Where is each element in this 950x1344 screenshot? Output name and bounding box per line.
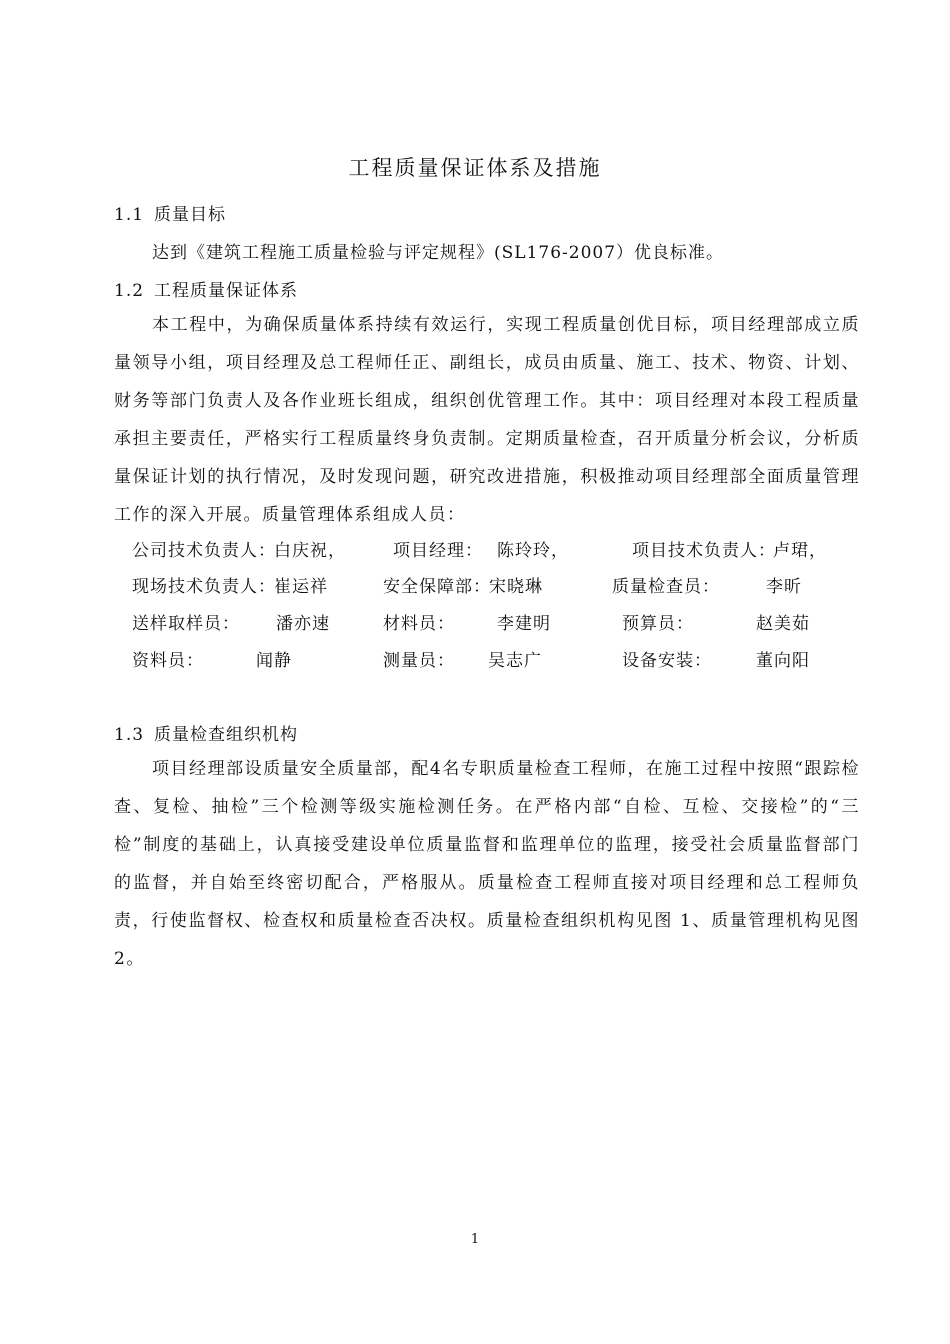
section-number: 1.2 <box>114 281 145 301</box>
staff-name: 吴志广 <box>488 651 542 671</box>
section-heading-1-3 <box>114 720 298 745</box>
staff-name: 闻静 <box>256 651 292 671</box>
section-heading-1-2 <box>114 276 298 301</box>
staff-name: 李建明 <box>497 614 551 634</box>
staff-row <box>0 536 950 560</box>
staff-role-label: 项目经理： <box>393 541 483 561</box>
section-number: 1.3 <box>114 725 145 745</box>
section-number: 1.1 <box>114 205 145 225</box>
staff-row <box>0 609 950 633</box>
staff-name: 崔运祥 <box>274 577 328 597</box>
staff-name: 宋晓琳 <box>489 577 543 597</box>
section-1-1-paragraph: 达到《建筑工程施工质量检验与评定规程》(SL176-2007）优良标准。 <box>152 243 725 263</box>
staff-name: 董向阳 <box>756 651 810 671</box>
section-heading-1-1 <box>114 200 226 225</box>
staff-role-label: 送样取样员： <box>132 614 240 634</box>
staff-name: 白庆祝， <box>274 541 346 561</box>
section-title: 工程质量保证体系 <box>154 281 299 301</box>
staff-role-label: 材料员： <box>383 614 455 634</box>
staff-role-label: 测量员： <box>383 651 455 671</box>
section-1-3-paragraph: 项目经理部设质量安全质量部，配4名专职质量检查工程师，在施工过程中按照“跟踪检查、复检、抽检”三个检测等级实施检测任务。在严格内部“自检、互检、交接检”的“三检”制度的基础上，认真接受建设单位质量监督和监理单位的监理，接受社会质量监督部门的监督，并自始至终密切配合，严格服从。质量检查工程师直接对项目经理和总工程师负责，行使监督权、检查权和质量检查否决权。质量检查组织机构见图 1、质量管理机构见图2。 <box>114 759 860 969</box>
staff-role-label: 质量检查员： <box>612 577 720 597</box>
staff-row <box>0 572 950 596</box>
staff-name: 潘亦速 <box>276 614 330 634</box>
document-title: 工程质量保证体系及措施 <box>348 156 602 180</box>
page-number: 1 <box>470 1232 480 1247</box>
staff-role-label: 资料员： <box>132 651 204 671</box>
section-title: 质量检查组织机构 <box>154 725 299 745</box>
section-title: 质量目标 <box>154 205 227 225</box>
staff-role-label: 项目技术负责人： <box>632 541 776 561</box>
staff-role-label: 安全保障部： <box>383 577 491 597</box>
staff-role-label: 现场技术负责人： <box>132 577 276 597</box>
staff-role-label: 预算员： <box>622 614 694 634</box>
staff-name: 赵美茹 <box>756 614 810 634</box>
staff-role-label: 设备安装： <box>622 651 712 671</box>
section-1-2-paragraph: 本工程中，为确保质量体系持续有效运行，实现工程质量创优目标，项目经理部成立质量领导小组，项目经理及总工程师任正、副组长，成员由质量、施工、技术、物资、计划、财务等部门负责人及各作业班长组成，组织创优管理工作。其中：项目经理对本段工程质量承担主要责任，严格实行工程质量终身负责制。定期质量检查，召开质量分析会议，分析质量保证计划的执行情况，及时发现问题，研究改进措施，积极推动项目经理部全面质量管理工作的深入开展。质量管理体系组成人员： <box>114 315 860 525</box>
staff-name: 卢珺， <box>773 541 827 561</box>
staff-role-label: 公司技术负责人： <box>132 541 276 561</box>
staff-row <box>0 646 950 670</box>
staff-name: 李昕 <box>766 577 802 597</box>
staff-name: 陈玲玲， <box>497 541 569 561</box>
